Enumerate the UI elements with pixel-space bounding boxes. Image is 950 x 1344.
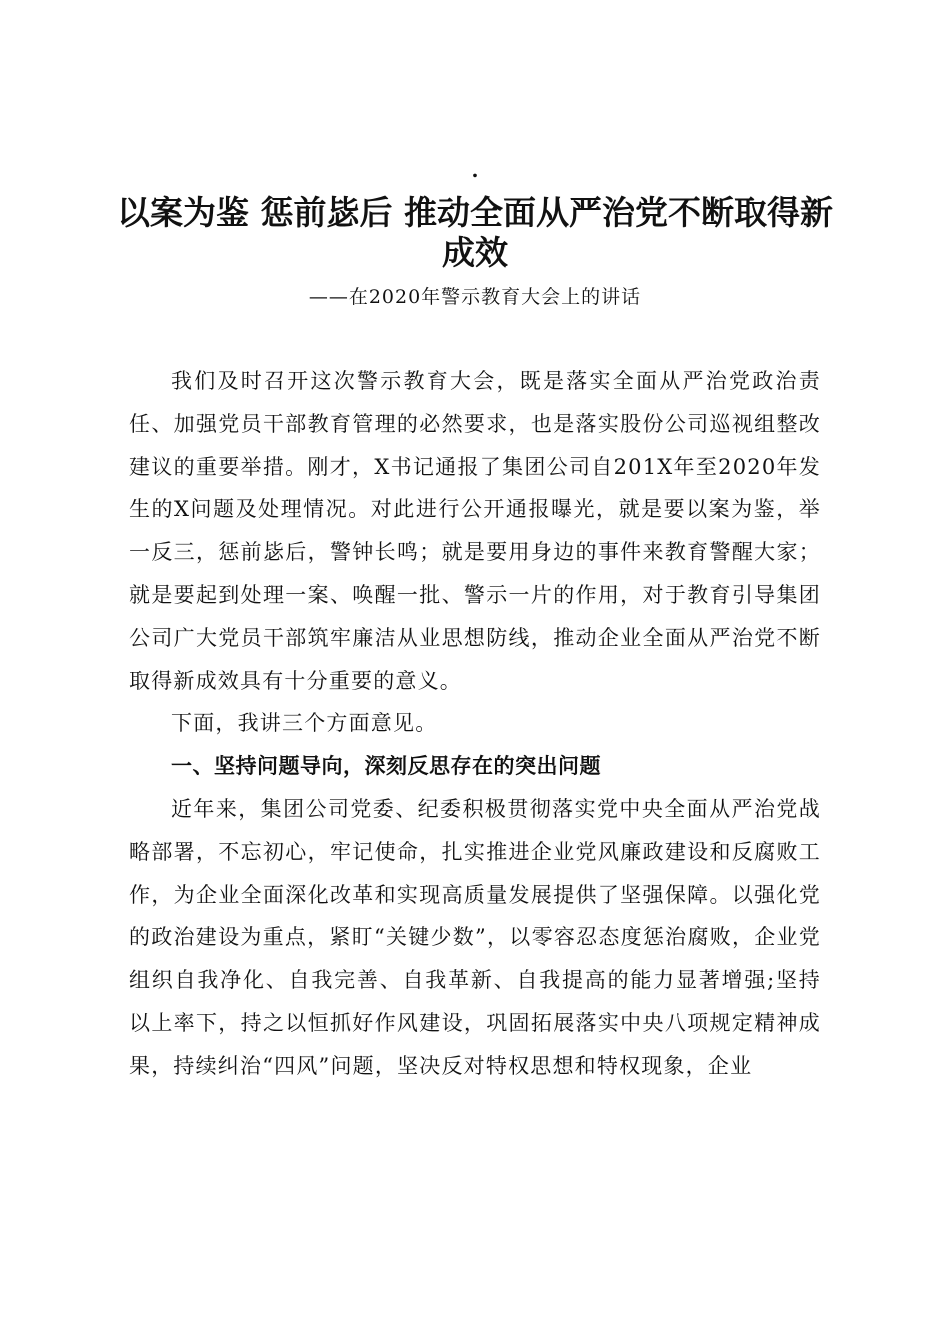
intro-paragraph: 我们及时召开这次警示教育大会，既是落实全面从严治党政治责任、加强党员干部教育管理的必然要求，也是落实股份公司巡视组整改建议的重要举措。刚才，X书记通报了集团公司自201X年至2020年发生的X问题及处理情况。对此进行公开通报曝光，就是要以案为鉴，举一反三，惩前毖后，警钟长鸣；就是要用身边的事件来教育警醒大家；就是要起到处理一案、唤醒一批、警示一片的作用，对于教育引导集团公司广大党员干部筑牢廉洁从业思想防线，推动企业全面从严治党不断取得新成效具有十分重要的意义。 bbox=[129, 369, 821, 693]
header-mark: . bbox=[471, 158, 479, 182]
transition-paragraph: 下面，我讲三个方面意见。 bbox=[171, 711, 438, 736]
document-body bbox=[129, 360, 821, 1088]
section-heading: 一、坚持问题导向，深刻反思存在的突出问题 bbox=[171, 754, 601, 779]
section-paragraph: 近年来，集团公司党委、纪委积极贯彻落实党中央全面从严治党战略部署，不忘初心，牢记使命，扎实推进企业党风廉政建设和反腐败工作，为企业全面深化改革和实现高质量发展提供了坚强保障。以强化党的政治建设为重点，紧盯“关键少数”，以零容忍态度惩治腐败，企业党组织自我净化、自我完善、自我革新、自我提高的能力显著增强;坚持以上率下，持之以恒抓好作风建设，巩固拓展落实中央八项规定精神成果，持续纠治“四风”问题，坚决反对特权思想和特权现象，企业 bbox=[129, 796, 821, 1078]
document-title: 以案为鉴 惩前毖后 推动全面从严治党不断取得新成效 bbox=[117, 193, 833, 272]
document-subtitle: ——在2020年警示教育大会上的讲话 bbox=[308, 286, 642, 308]
